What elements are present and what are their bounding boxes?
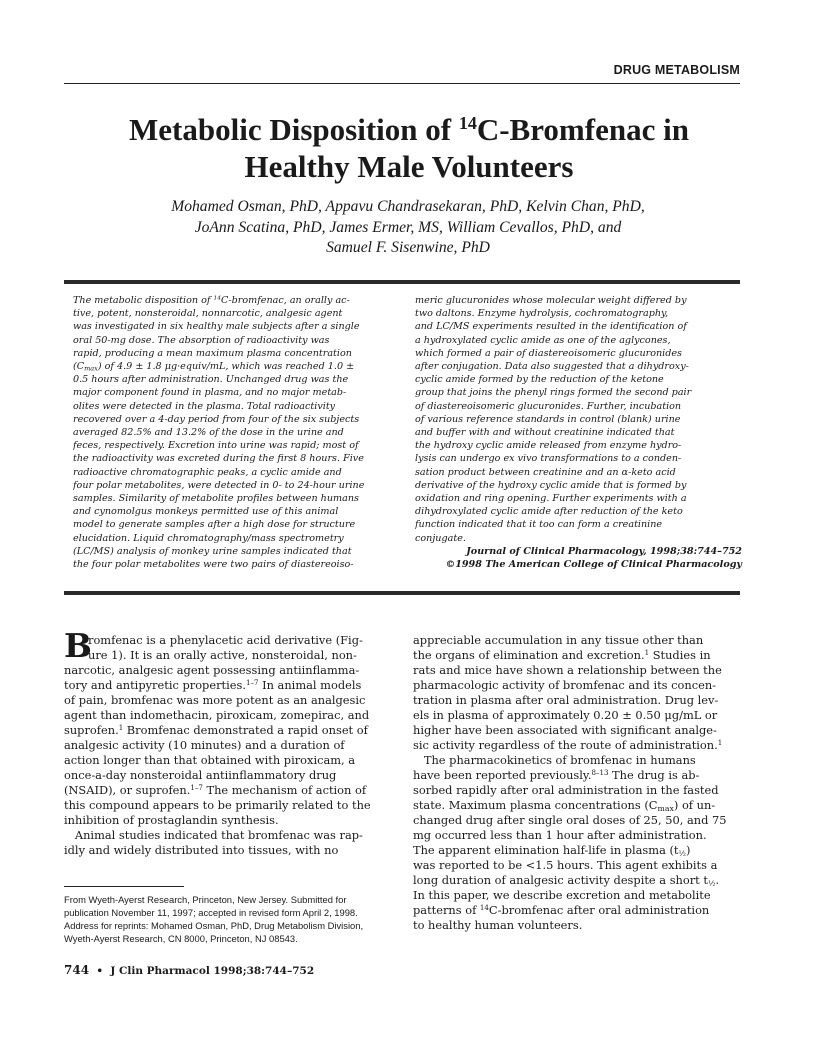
body-line: tration in plasma after oral administration. Drug lev- [413,693,719,707]
abstract-right-lines [415,294,742,545]
body-line: patterns of $^{14}$C-bromfenac after oral administration [413,903,710,917]
abstract-bottom-rule [64,591,740,595]
abstract-line: major component found in plasma, and no major metab- [73,387,347,399]
page-footer [64,963,314,977]
abstract-line: meric glucuronides whose molecular weight differed by [415,295,687,306]
body-line: romfenac is a phenylacetic acid derivative (Fig- [88,633,363,647]
section-label: DRUG METABOLISM [613,63,740,77]
body-line: inhibition of prostaglandin synthesis. [64,813,279,827]
abstract-line: and LC/MS experiments resulted in the identification of [415,321,687,333]
abstract-line: two daltons. Enzyme hydrolysis, cochromatography, [415,308,669,320]
body-line: sic activity regardless of the route of administration.$^1$ [413,738,723,752]
abstract-line: and buffer with and without creatinine indicated that [415,427,675,439]
abstract-line: which formed a pair of diastereoisomeric glucuronides [415,347,682,359]
author-list [70,197,746,259]
title-part: Metabolic Disposition of [129,112,459,147]
abstract-line: the hydroxy cyclic amide released from enzyme hydro- [415,440,682,452]
footer-bullet: • [96,965,104,977]
page-number: 744 [64,963,90,977]
body-line: this compound appears to be primarily related to the [64,798,371,812]
body-line: of pain, bromfenac was more potent as an analgesic [64,693,366,707]
title-isotope: 14 [458,113,477,133]
abstract-line: cyclic amide formed by the reduction of the ketone [415,374,664,386]
body-line: narcotic, analgesic agent possessing antiinflamma- [64,663,360,677]
body-line: appreciable accumulation in any tissue other than [413,633,704,647]
body-line: long duration of analgesic activity despite a short $t_{\frac{1}{2}}$. [413,873,720,888]
body-line: In this paper, we describe excretion and metabolite [413,888,711,902]
body-line: to healthy human volunteers. [413,918,583,932]
abstract-line: rapid, producing a mean maximum plasma concentration [73,347,352,359]
body-line: tory and antipyretic properties.$^{1-7}$ In animal models [64,678,362,692]
body-line: suprofen.$^1$ Bromfenac demonstrated a rapid onset of [64,723,368,737]
body-column-left [64,626,394,858]
body-line: pharmacologic activity of bromfenac and its concen- [413,678,717,692]
abstract-line: group that joins the phenyl rings formed the second pair [415,387,692,399]
body-line: analgesic activity (10 minutes) and a duration of [64,738,345,752]
body-line: mg occurred less than 1 hour after administration. [413,828,707,842]
abstract-line: was investigated in six healthy male subjects after a single [73,321,360,333]
abstract-line: oxidation and ring opening. Further experiments with a [415,493,687,505]
body-line: The pharmacokinetics of bromfenac in humans [413,753,696,767]
body-line: sorbed rapidly after oral administration in the fasted [413,783,719,797]
abstract-line: derivative of the hydroxy cyclic amide that is formed by [415,479,687,491]
abstract-line: averaged 82.5% and 13.2% of the dose in the urine and [73,427,344,439]
body-line: higher have been associated with significant analge- [413,723,717,737]
abstract-line: olites were detected in the plasma. Total radioactivity [73,400,336,412]
body-line: once-a-day nonsteroidal antiinflammatory drug [64,768,337,782]
abstract-line: lysis can undergo ex vivo transformations to a conden- [415,453,682,465]
abstract-line: and cynomolgus monkeys permitted use of this animal [73,506,339,518]
abstract-line: feces, respectively. Excretion into urine was rapid; most of [73,440,359,452]
abstract-line: the four polar metabolites were two pairs of diastereoiso- [73,559,354,571]
body-line: rats and mice have shown a relationship between the [413,663,722,677]
body-line: els in plasma of approximately 0.20 ± 0.50 μg/mL or [413,708,718,722]
copyright-line: ©1998 The American College of Clinical Pharmacology [445,559,742,571]
abstract-line: the radioactivity was excreted during the first 8 hours. Five [73,453,364,465]
footnote-line: Wyeth-Ayerst Research, CN 8000, Princeton, NJ 08543. [64,933,298,944]
abstract-line: model to generate samples after a high dose for structure [73,519,356,531]
abstract-line: conjugate. [415,532,466,544]
title-line-2: Healthy Male Volunteers [244,149,574,184]
abstract-line: recovered over a 4-day period from four of the six subjects [73,413,360,425]
abstract-column-right [415,294,742,571]
body-line: agent than indomethacin, piroxicam, zomepirac, and [64,708,370,722]
body-line: changed drug after single oral doses of 25, 50, and 75 [413,813,727,827]
abstract-line: after conjugation. Data also suggested that a dihydroxy- [415,361,689,373]
body-line: (NSAID), or suprofen.$^{1-7}$ The mechanism of action of [64,783,367,797]
abstract-line: four polar metabolites, were detected in 0- to 24-hour urine [73,479,365,491]
author-line: Mohamed Osman, PhD, Appavu Chandrasekaran, PhD, Kelvin Chan, PhD, [171,198,645,215]
affiliation-footnote [64,893,404,945]
footnote-line: From Wyeth-Ayerst Research, Princeton, New Jersey. Submitted for [64,894,347,905]
abstract-line: The metabolic disposition of $^{14}$C-bromfenac, an orally ac- [73,294,350,306]
body-line: was reported to be <1.5 hours. This agent exhibits a [413,858,718,872]
body-line: action longer than that obtained with piroxicam, a [64,753,356,767]
body-line: the organs of elimination and excretion.$^1$ Studies in [413,648,711,662]
footnote-line: publication November 11, 1997; accepted in revised form April 2, 1998. [64,907,358,918]
body-line: Animal studies indicated that bromfenac was rap- [64,828,363,842]
abstract-line: oral 50-mg dose. The absorption of radioactivity was [73,334,330,346]
abstract-line: a hydroxylated cyclic amide as one of the aglycones, [415,334,671,346]
body-line: state. Maximum plasma concentrations $(C_{max})$ of un- [413,798,716,813]
journal-citation: Journal of Clinical Pharmacology, 1998;38:744–752 [466,545,742,557]
abstract-line: of various reference standards in control (blank) urine [415,413,681,425]
abstract-line: 0.5 hours after administration. Unchanged drug was the [73,374,349,386]
abstract-line: sation product between creatinine and an α-keto acid [415,466,676,478]
abstract-line: of diastereoisomeric glucuronides. Further, incubation [415,400,682,412]
article-title [64,111,754,185]
author-line: Samuel F. Sisenwine, PhD [326,239,490,256]
body-line: The apparent elimination half-life in plasma $(t_{\frac{1}{2}})$ [413,843,691,858]
abstract-column-left [73,294,400,571]
abstract-line: (LC/MS) analysis of monkey urine samples indicated that [73,545,352,557]
body-line: have been reported previously.$^{8-13}$ The drug is ab- [413,768,700,782]
abstract-line: function indicated that it too can form a creatinine [415,519,663,531]
footnote-line: Address for reprints: Mohamed Osman, PhD, Drug Metabolism Division, [64,920,364,931]
body-line: idly and widely distributed into tissues, with no [64,843,339,857]
body-line: ure 1). It is an orally active, nonsteroidal, non- [88,648,357,662]
abstract-line: $(C_{max})$ of 4.9 ± 1.8 μg·equiv/mL, which was reached 1.0 ± [73,361,355,373]
author-line: JoAnn Scatina, PhD, James Ermer, MS, William Cevallos, PhD, and [194,218,622,236]
abstract-line: tive, potent, nonsteroidal, nonnarcotic, analgesic agent [73,308,343,320]
title-part: C-Bromfenac in [476,112,689,147]
abstract-top-rule [64,280,740,284]
abstract-line: dihydroxylated cyclic amide after reduction of the keto [415,506,683,518]
header-rule [64,83,740,84]
journal-reference: J Clin Pharmacol 1998;38:744–752 [110,965,315,977]
drop-cap: B [64,626,92,665]
abstract-line: radioactive chromatographic peaks, a cyclic amide and [73,466,342,478]
abstract-line: elucidation. Liquid chromatography/mass spectrometry [73,532,344,544]
footnote-rule [64,886,184,887]
abstract-line: samples. Similarity of metabolite profiles between humans [73,493,359,505]
body-column-right [413,633,743,933]
